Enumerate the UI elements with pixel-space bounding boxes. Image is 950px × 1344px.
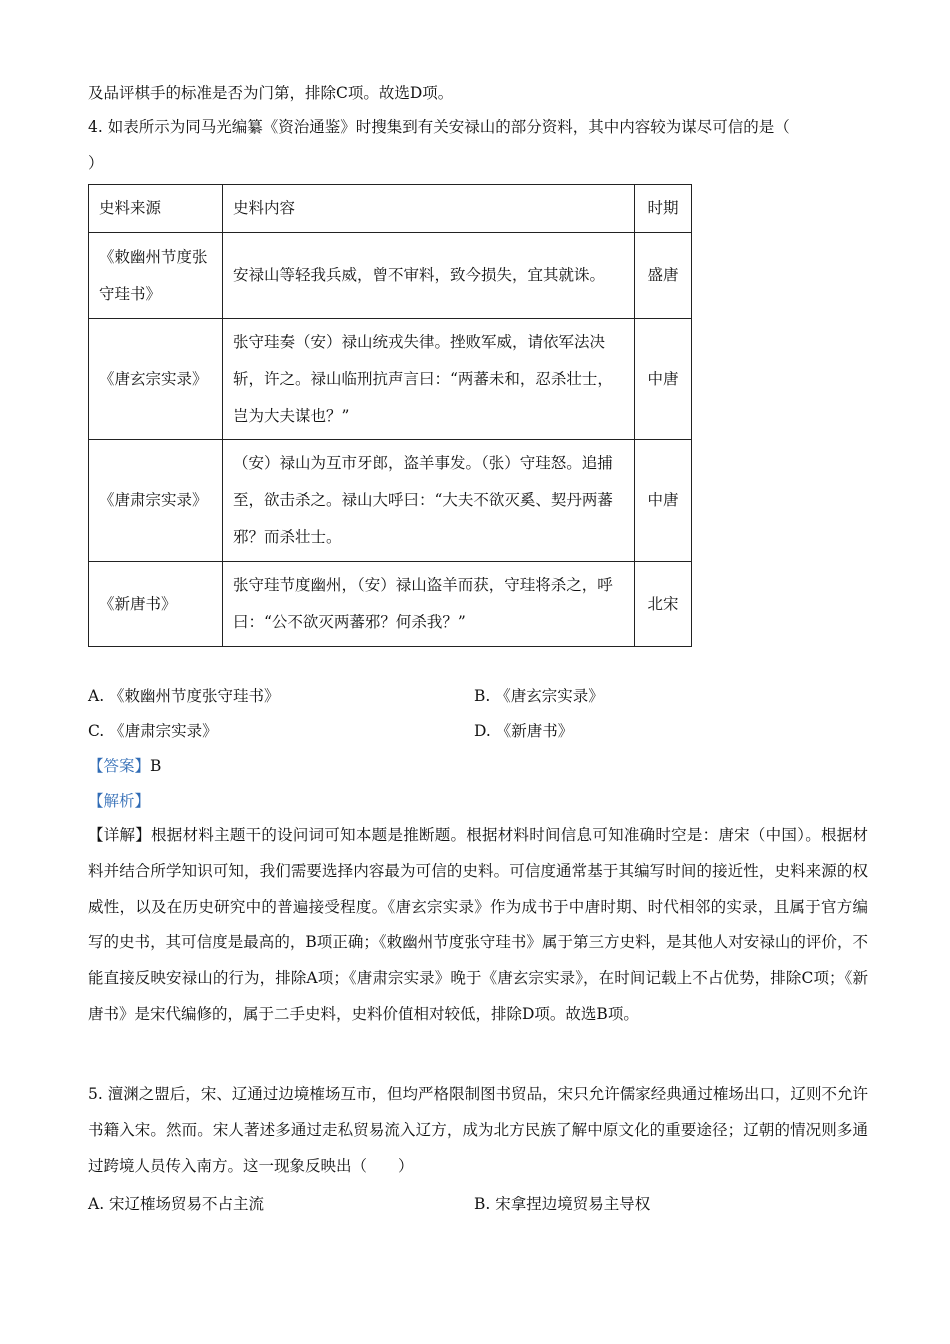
header-period: 时期 — [635, 185, 692, 233]
row-period: 中唐 — [635, 319, 692, 440]
q4-stem-line1: 4. 如表所示为同马光编纂《资治通鉴》时搜集到有关安禄山的部分资料，其中内容较为谋尽可信的是（ — [88, 118, 790, 136]
row-content: （安）禄山为互市牙郎，盗羊事发。（张）守珪怒。追捕至，欲击杀之。禄山大呼曰：“大夫不欲灭奚、契丹两蕃邪？而杀壮士。 — [223, 440, 635, 562]
table-row — [89, 319, 692, 440]
answer-value: B — [150, 757, 162, 775]
header-source: 史料来源 — [89, 185, 223, 233]
table-row — [89, 562, 692, 647]
q4-option-a: A. 《敕幽州节度张守珪书》 — [88, 687, 280, 705]
header-content: 史料内容 — [223, 185, 635, 233]
row-content: 张守珪奏（安）禄山统戎失律。挫败军威，请依军法决斩，许之。禄山临刑抗声言曰：“两蕃未和，忍杀壮士，岂为大夫谋也？” — [223, 319, 635, 440]
detail-paragraph — [88, 818, 868, 1033]
table-row — [89, 440, 692, 562]
row-content: 安禄山等轻我兵威，曾不审料，致今损失，宜其就诛。 — [223, 233, 635, 319]
row-source: 《敕幽州节度张守珪书》 — [89, 233, 223, 319]
q5-option-b: B. 宋拿捏边境贸易主导权 — [474, 1195, 651, 1213]
q4-option-c: C. 《唐肃宗实录》 — [88, 722, 218, 740]
row-period: 中唐 — [635, 440, 692, 562]
source-table — [88, 184, 692, 647]
previous-answer-tail: 及品评棋手的标准是否为门第，排除C项。故选D项。 — [88, 84, 454, 102]
q4-option-b: B. 《唐玄宗实录》 — [474, 687, 604, 705]
row-source: 《唐肃宗实录》 — [89, 440, 223, 562]
row-source: 《新唐书》 — [89, 562, 223, 647]
q4-option-d: D. 《新唐书》 — [474, 722, 574, 740]
q5-stem: 5. 澶渊之盟后，宋、辽通过边境榷场互市，但均严格限制图书贸品，宋只允许儒家经典通过榷场出口，辽则不允许书籍入宋。然而。宋人著述多通过走私贸易流入辽方，成为北方民族了解中原文化的重要途径；辽朝的情况则多通过跨境人员传入南方。这一现象反映出（ ） — [88, 1085, 868, 1175]
detail-label: 【详解】 — [88, 826, 152, 844]
row-content: 张守珪节度幽州，（安）禄山盗羊而获，守珪将杀之，呼曰：“公不欲灭两蕃邪？何杀我？” — [223, 562, 635, 647]
row-period: 北宋 — [635, 562, 692, 647]
q5-option-a: A. 宋辽榷场贸易不占主流 — [88, 1195, 265, 1213]
table-row — [89, 233, 692, 319]
row-source: 《唐玄宗实录》 — [89, 319, 223, 440]
answer-label: 【答案】 — [88, 757, 151, 775]
answer-line — [88, 755, 161, 777]
table-header-row — [89, 185, 692, 233]
detail-text: 根据材料主题干的设问词可知本题是推断题。根据材料时间信息可知准确时空是：唐宋（中国）。根据材料并结合所学知识可知，我们需要选择内容最为可信的史料。可信度通常基于其编写时间的接近性，史料来源的权威性，以及在历史研究中的普遍接受程度。《唐玄宗实录》作为成书于中唐时期、时代相邻的实录，且属于官方编写的史书，其可信度是最高的，B项正确；《敕幽州节度张守珪书》属于第三方史料，是其他人对安禄山的评价，不能直接反映安禄山的行为，排除A项；《唐肃宗实录》晚于《唐玄宗实录》，在时间记载上不占优势，排除C项；《新唐书》是宋代编修的，属于二手史料，史料价值相对较低，排除D项。故选B项。 — [88, 826, 868, 1023]
q4-stem-line2: ） — [88, 154, 104, 172]
analysis-label: 【解析】 — [88, 792, 151, 810]
row-period: 盛唐 — [635, 233, 692, 319]
